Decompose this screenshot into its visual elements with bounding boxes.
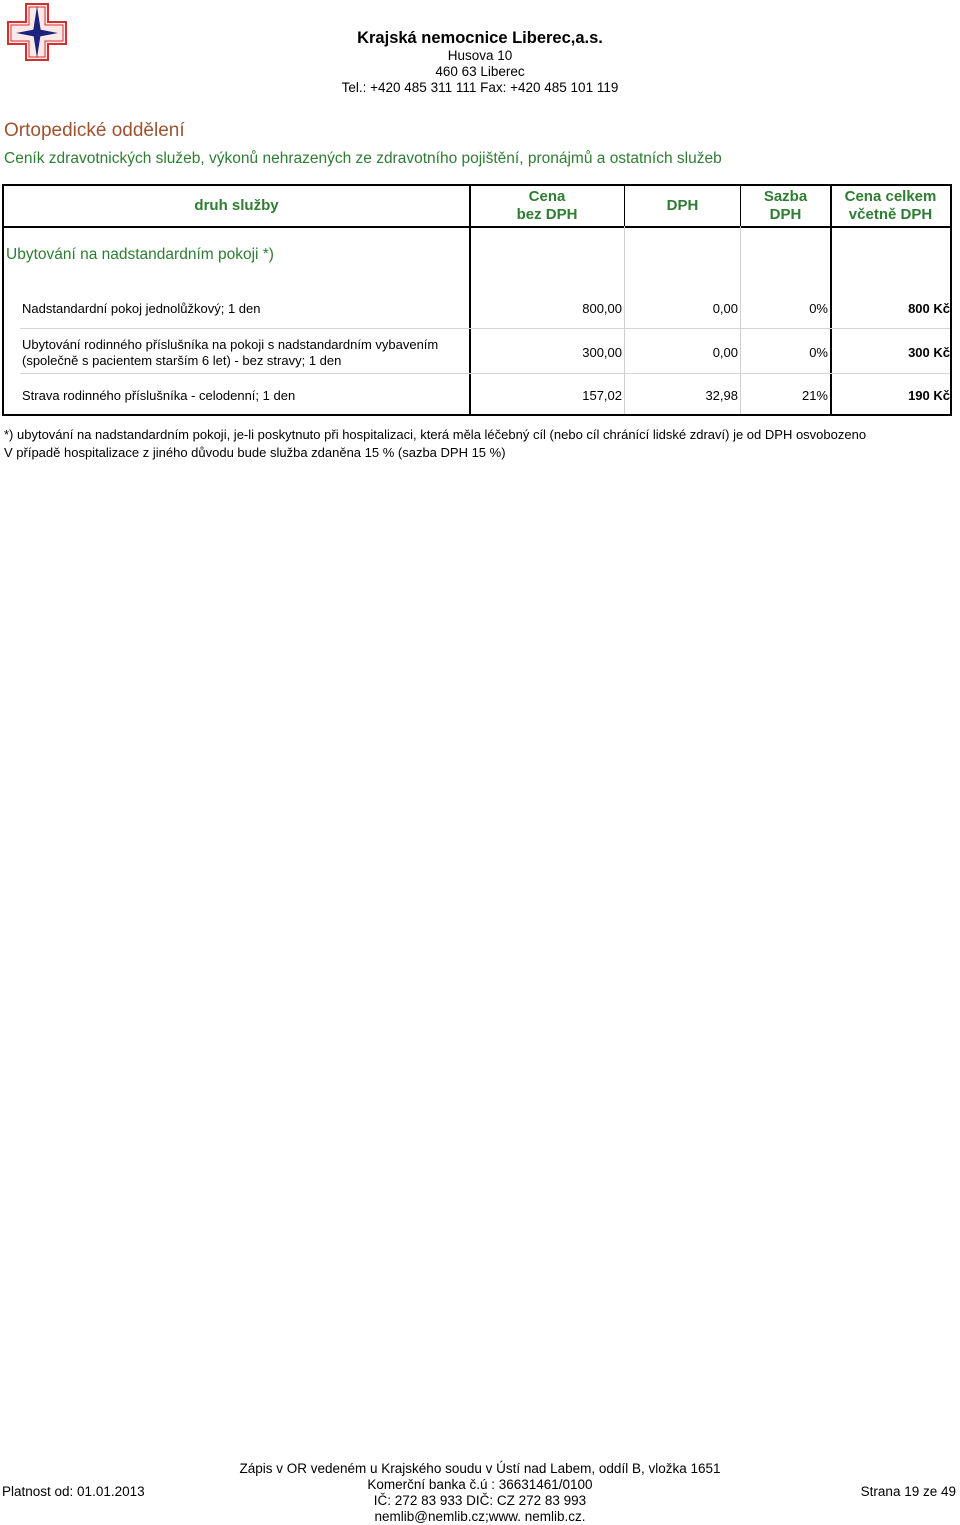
header-vat: DPH [666,197,699,214]
footnote-vat-exempt: *) ubytování na nadstandardním pokoji, je-li poskytnuto při hospitalizaci, která měla léčebný cíl (nebo cíl chránící lidské zdraví) je od DPH osvobozeno [4,427,867,442]
row-2-total: 300 Kč [908,345,950,360]
section-title: Ubytování na nadstandardním pokoji *) [6,246,274,263]
column-divider [624,226,625,414]
department-title: Ortopedické oddělení [4,120,185,141]
price-list-subtitle: Ceník zdravotnických služeb, výkonů nehrazených ze zdravotního pojištění, pronájmů a ostatních služeb [4,150,722,167]
row-3-total: 190 Kč [908,388,950,403]
registry-text: Zápis v OR vedeném u Krajského soudu v Ústí nad Labem, oddíl B, vložka 1651 [239,1461,721,1476]
header-total: Cena celkem včetně DPH [844,188,937,223]
row-1-rate: 0% [809,301,828,316]
header-price: Cena bez DPH [516,188,578,223]
web-text: nemlib@nemlib.cz;www. nemlib.cz. [374,1509,586,1524]
company-info [200,1461,760,1525]
page-number: Strana 19 ze 49 [860,1484,956,1499]
row-divider [20,373,950,374]
row-divider [20,328,950,329]
price-table [2,184,952,416]
row-2-price: 300,00 [582,345,622,360]
hospital-header [300,28,660,96]
row-3-rate: 21% [801,388,828,403]
column-divider [740,226,741,414]
hospital-name: Krajská nemocnice Liberec,a.s. [357,29,603,47]
header-service: druh služby [194,197,279,214]
bank-text: Komerční banka č.ú : 36631461/0100 [367,1477,593,1492]
header-divider [4,226,950,228]
red-cross-logo-icon [6,2,68,62]
row-1-total: 800 Kč [908,301,950,316]
row-2-vat: 0,00 [712,345,738,360]
row-3-description: Strava rodinného příslušníka - celodenní; 1 den [22,388,296,403]
hospital-street: Husova 10 [447,48,513,63]
ids-text: IČ: 272 83 933 DIČ: CZ 272 83 993 [373,1493,587,1508]
row-1-price: 800,00 [582,301,622,316]
valid-from: Platnost od: 01.01.2013 [2,1484,145,1499]
row-3-price: 157,02 [582,388,622,403]
hospital-city: 460 63 Liberec [435,64,525,79]
header-vat-rate: Sazba DPH [763,188,808,223]
footnote-vat-rate: V případě hospitalizace z jiného důvodu bude služba zdaněna 15 % (sazba DPH 15 %) [4,445,506,460]
hospital-contact: Tel.: +420 485 311 111 Fax: +420 485 101 119 [341,80,619,95]
row-1-vat: 0,00 [712,301,738,316]
row-3-vat: 32,98 [705,388,738,403]
row-1-description: Nadstandardní pokoj jednolůžkový; 1 den [22,301,261,316]
row-2-rate: 0% [809,345,828,360]
row-2-description: Ubytování rodinného příslušníka na pokoji s nadstandardním vybavením (společně s pacientem starším 6 let) - bez stravy; 1 den [22,337,439,368]
